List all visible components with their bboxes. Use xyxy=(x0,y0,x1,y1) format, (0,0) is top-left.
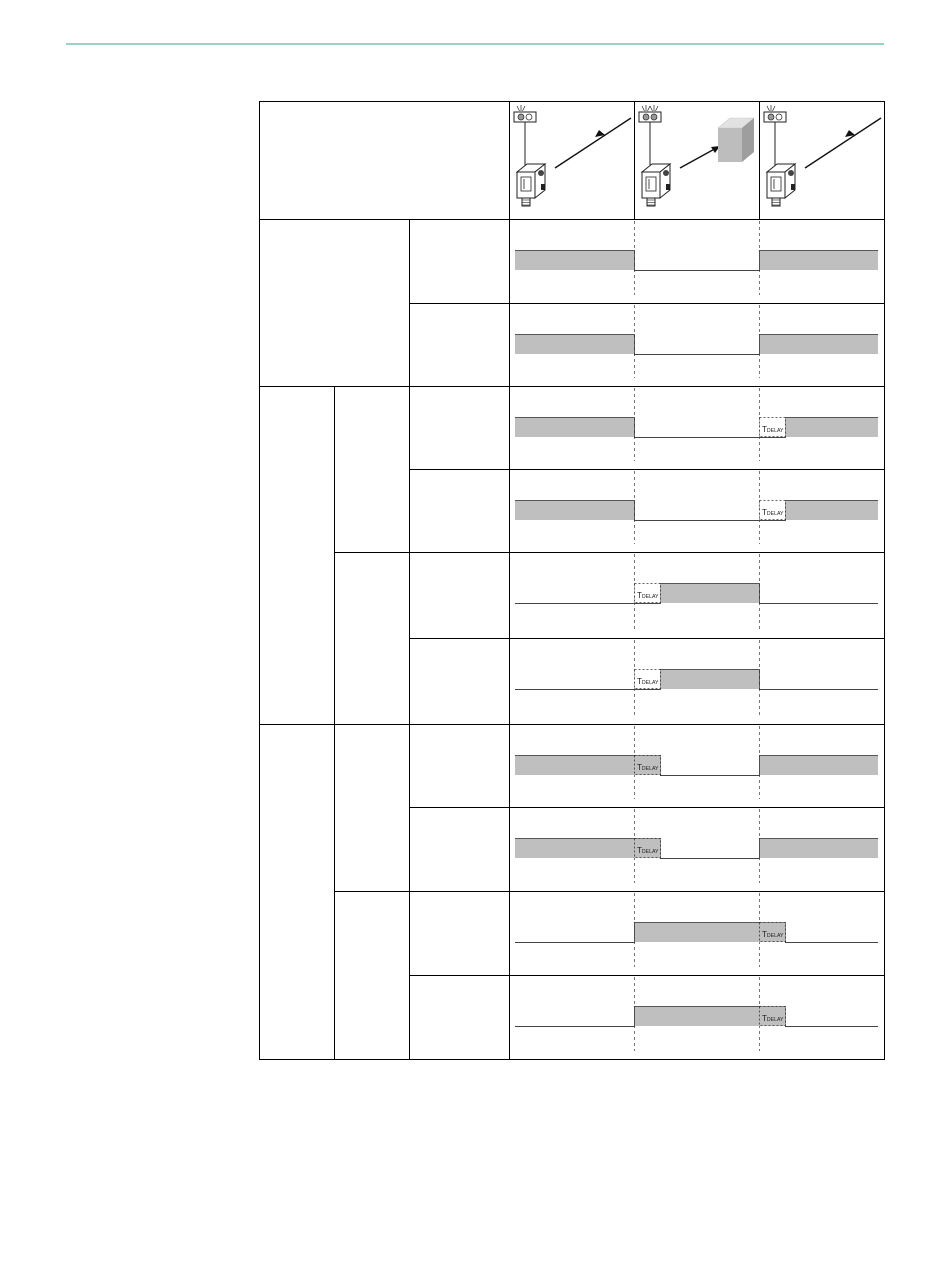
led-ray xyxy=(517,106,520,111)
signal-high-block xyxy=(515,500,634,520)
delay-label-prefix: T xyxy=(637,763,642,772)
led-ray xyxy=(642,106,645,111)
delay-label-text: DELAY xyxy=(641,766,659,772)
signal-high-block xyxy=(515,417,634,437)
signal-high-block xyxy=(515,250,634,270)
delay-label-text: DELAY xyxy=(641,849,659,855)
delay-label-text: DELAY xyxy=(641,680,659,686)
sensor-emitter-icon xyxy=(788,170,794,176)
led-ray xyxy=(650,106,653,111)
signal-high-block xyxy=(785,500,878,520)
delay-label-text: DELAY xyxy=(766,1017,784,1023)
delay-label-prefix: T xyxy=(762,508,767,517)
delay-label-prefix: T xyxy=(762,930,767,939)
signal-high-block xyxy=(785,417,878,437)
light-beam xyxy=(555,118,631,168)
led-indicator-box xyxy=(514,112,536,122)
led-indicator-box xyxy=(764,112,786,122)
delay-label-text: DELAY xyxy=(766,511,784,517)
delay-label-prefix: T xyxy=(637,677,642,686)
delay-label-prefix: T xyxy=(637,591,642,600)
timing-row xyxy=(515,726,878,799)
timing-row xyxy=(515,221,878,295)
led-2-icon xyxy=(776,114,782,120)
led-1-icon xyxy=(768,114,774,120)
sensor-front xyxy=(642,172,660,198)
led-ray xyxy=(773,106,776,111)
signal-high-block xyxy=(515,334,634,354)
sensor-connector-tab xyxy=(791,184,795,190)
signal-high-block xyxy=(660,583,759,603)
led-ray xyxy=(523,106,526,111)
sensor-emitter-icon xyxy=(663,170,669,176)
delay-label-text: DELAY xyxy=(766,428,784,434)
sensor-column-1 xyxy=(514,105,631,206)
timing-row xyxy=(515,640,878,716)
delay-label-prefix: T xyxy=(762,425,767,434)
sensor-state-illustrations xyxy=(514,105,881,206)
table-outer-border xyxy=(260,102,885,1060)
sensor-front xyxy=(517,172,535,198)
sensor-column-2 xyxy=(639,105,754,206)
led-2-icon xyxy=(526,114,532,120)
sensor-column-3 xyxy=(764,105,881,206)
object-cube-front xyxy=(718,128,742,162)
delay-label-text: DELAY xyxy=(641,594,659,600)
delay-label-prefix: T xyxy=(762,1014,767,1023)
delay-label-prefix: T xyxy=(637,846,642,855)
timing-table xyxy=(260,102,885,1060)
led-1-icon xyxy=(518,114,524,120)
led-1-icon xyxy=(643,114,649,120)
sensor-front xyxy=(767,172,785,198)
signal-high-block xyxy=(759,755,878,775)
timing-row xyxy=(515,977,878,1051)
timing-rows xyxy=(515,221,878,1051)
led-ray xyxy=(648,106,651,111)
timing-row xyxy=(515,554,878,630)
led-ray xyxy=(767,106,770,111)
timing-row xyxy=(515,388,878,461)
sensor-connector-tab xyxy=(666,184,670,190)
led-indicator-box xyxy=(639,112,661,122)
signal-high-block xyxy=(759,250,878,270)
timing-row xyxy=(515,471,878,544)
signal-high-block xyxy=(759,334,878,354)
timing-row xyxy=(515,809,878,883)
signal-high-block xyxy=(759,838,878,858)
timing-row xyxy=(515,305,878,378)
timing-row xyxy=(515,893,878,967)
delay-label-text: DELAY xyxy=(766,933,784,939)
led-2-icon xyxy=(651,114,657,120)
light-beam xyxy=(805,118,881,168)
sensor-emitter-icon xyxy=(538,170,544,176)
led-ray xyxy=(656,106,659,111)
sensor-connector-tab xyxy=(541,184,545,190)
signal-high-block xyxy=(660,669,759,689)
